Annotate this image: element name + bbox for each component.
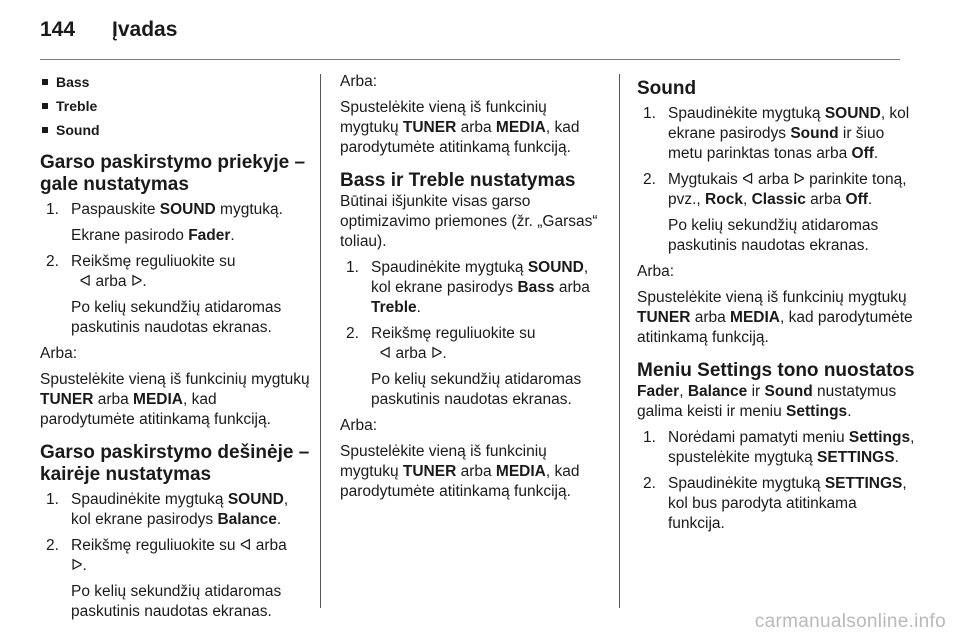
balance-heading: Garso paskirstymo dešinėje – kairėje nustatymas bbox=[40, 442, 310, 485]
bullet-item-treble: Treble bbox=[40, 96, 310, 116]
menu-settings-intro: Fader, Balance ir Sound nustatymus galima keisti ir meniu Settings. bbox=[637, 383, 897, 420]
sound-heading: Sound bbox=[637, 78, 697, 99]
arrow-left-icon: ᐊ bbox=[379, 345, 392, 362]
balance-step-2-note: Po kelių sekundžių atidaromas paskutinis naudotas ekranas. bbox=[71, 583, 282, 620]
or-label-2: Arba: bbox=[340, 417, 378, 434]
or-text: Spustelėkite vieną iš funkcinių mygtukų TUNER arba MEDIA, kad parodytumėte atitinkamą funkciją. bbox=[340, 99, 580, 156]
page-title: Įvadas bbox=[112, 18, 178, 41]
bass-treble-intro: Būtinai išjunkite visas garso optimizavimo priemones (žr. „Garsas“ toliau). bbox=[340, 193, 598, 250]
watermark: carmanualsonline.info bbox=[754, 611, 946, 632]
column-divider-2 bbox=[619, 74, 620, 608]
fade-step-2-note: Po kelių sekundžių atidaromas paskutinis naudotas ekranas. bbox=[71, 299, 282, 336]
arrow-left-icon: ᐊ bbox=[79, 273, 92, 290]
balance-step-2: 2. Reikšmę reguliuokite su ᐊ arba ᐅ. bbox=[46, 537, 287, 574]
bullet-square-icon bbox=[42, 127, 48, 133]
bullet-item-sound: Sound bbox=[40, 120, 310, 140]
arrow-right-icon: ᐅ bbox=[130, 273, 143, 290]
page-header bbox=[40, 18, 920, 48]
menu-settings-heading: Meniu Settings tono nuostatos bbox=[637, 360, 915, 381]
arrow-left-icon: ᐊ bbox=[239, 537, 252, 554]
fade-heading: Garso paskirstymo priekyje – gale nustatymas bbox=[40, 152, 306, 195]
fade-step-2: 2. Reikšmę reguliuokite su ᐊ arba ᐅ. bbox=[46, 253, 236, 290]
or-text-2: Spustelėkite vieną iš funkcinių mygtukų TUNER arba MEDIA, kad parodytumėte atitinkamą funkciją. bbox=[340, 443, 580, 500]
fade-step-1-note: Ekrane pasirodo Fader. bbox=[71, 227, 235, 244]
or-text: Spustelėkite vieną iš funkcinių mygtukų TUNER arba MEDIA, kad parodytumėte atitinkamą funkciją. bbox=[637, 289, 913, 346]
column-3 bbox=[637, 72, 917, 540]
or-label: Arba: bbox=[40, 345, 78, 362]
bullet-square-icon bbox=[42, 103, 48, 109]
bass-treble-step-1: 1. Spaudinėkite mygtuką SOUND, kol ekrane pasirodys Bass arba Treble. bbox=[346, 259, 590, 316]
column-divider-1 bbox=[320, 74, 321, 608]
column-2 bbox=[340, 72, 600, 508]
or-label: Arba: bbox=[637, 263, 675, 280]
arrow-right-icon: ᐅ bbox=[71, 557, 83, 574]
bullet-square-icon bbox=[42, 79, 48, 85]
sound-step-2-note: Po kelių sekundžių atidaromas paskutinis naudotas ekranas. bbox=[668, 217, 879, 254]
bass-treble-heading: Bass ir Treble nustatymas bbox=[340, 170, 576, 191]
arrow-right-icon: ᐅ bbox=[430, 345, 443, 362]
bass-treble-step-2-note: Po kelių sekundžių atidaromas paskutinis naudotas ekranas. bbox=[371, 371, 582, 408]
bass-treble-step-2: 2. Reikšmę reguliuokite su ᐊ arba ᐅ. bbox=[346, 325, 536, 362]
column-1 bbox=[40, 72, 310, 628]
fade-step-1: 1. Paspauskite SOUND mygtuką. bbox=[46, 201, 283, 218]
sound-step-1: 1. Spaudinėkite mygtuką SOUND, kol ekrane pasirodys Sound ir šiuo metu parinktas tonas arba Off. bbox=[643, 105, 910, 162]
sound-step-2: 2. Mygtukais ᐊ arba ᐅ parinkite toną, pvz., Rock, Classic arba Off. bbox=[643, 171, 907, 208]
arrow-right-icon: ᐅ bbox=[793, 171, 805, 188]
header-divider bbox=[40, 59, 900, 60]
page-number: 144 bbox=[40, 18, 76, 41]
bullet-item-bass: Bass bbox=[40, 72, 310, 92]
arrow-left-icon: ᐊ bbox=[742, 171, 754, 188]
menu-step-1: 1. Norėdami pamatyti meniu Settings, spustelėkite mygtuką SETTINGS. bbox=[643, 429, 915, 466]
menu-step-2: 2. Spaudinėkite mygtuką SETTINGS, kol bus parodyta atitinkama funkcija. bbox=[643, 475, 907, 532]
balance-step-1: 1. Spaudinėkite mygtuką SOUND, kol ekrane pasirodys Balance. bbox=[46, 491, 289, 528]
or-text: Spustelėkite vieną iš funkcinių mygtukų TUNER arba MEDIA, kad parodytumėte atitinkamą funkciją. bbox=[40, 371, 310, 428]
or-label: Arba: bbox=[340, 73, 378, 90]
